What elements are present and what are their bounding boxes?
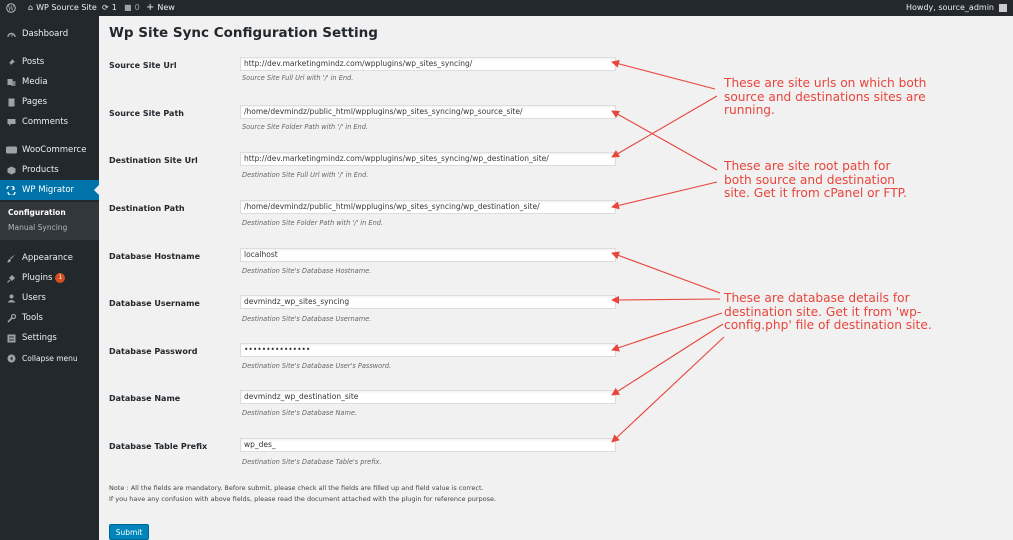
note-text: Note : All the fields are mandatory. Before submit, please check all the fields are filled up and field value is correct. [109,484,484,492]
sidebar-item-label: Posts [22,57,45,67]
plugin-update-badge: 1 [55,273,65,283]
field-label: Destination Path [109,204,185,213]
field-description: Destination Site's Database User's Password. [242,362,392,370]
annotation-line: both source and destination [724,172,896,187]
destination-path-input[interactable]: /home/devmindz/public_html/wpplugins/wp_sites_syncing/wp_destination_site/ [240,200,616,214]
annotation-urls [724,77,926,118]
annotation-line: running. [724,103,775,117]
sidebar-item-label: Users [22,293,46,303]
field-description: Source Site Full Url with '/' in End. [242,74,354,82]
sidebar-item-label: WooCommerce [22,145,87,155]
database-table-prefix-input[interactable]: wp_des_ [240,438,616,452]
sidebar-item-label: Products [22,165,59,175]
field-description: Destination Site Full Url with '/' in End. [242,171,369,179]
arrow-line [612,337,724,442]
arrow-line [612,96,717,157]
database-username-input[interactable]: devmindz_wp_sites_syncing [240,295,616,309]
field-label: Database Username [109,299,200,308]
sidebar-item-label: Tools [22,313,43,323]
home-icon: ⌂ [28,3,34,12]
updates-count: 1 [111,3,117,12]
arrow-line [612,182,717,207]
svg-text:W: W [7,5,15,13]
annotation-line: These are site root path for [724,159,891,173]
field-label: Source Site Url [109,61,177,70]
submit-button[interactable]: Submit [109,524,149,540]
sidebar-item-label: Media [22,77,48,87]
database-hostname-input[interactable]: localhost [240,248,616,262]
arrow-line [612,324,723,395]
refresh-icon: ⟳ [102,3,109,12]
arrow-line [612,299,720,300]
annotation-line: destination site. Get it from 'wp- [724,304,922,319]
sidebar-item-label: Comments [22,117,69,127]
annotation-line: site. Get it from cPanel or FTP. [724,186,907,200]
site-name: WP Source Site [36,3,97,12]
arrow-line [612,313,722,350]
field-label: Destination Site Url [109,156,198,165]
annotation-line: These are database details for [724,291,910,305]
field-label: Database Table Prefix [109,442,208,451]
arrow-line [612,111,717,170]
field-label: Source Site Path [109,109,184,118]
sidebar-item-label: Dashboard [22,29,69,39]
field-description: Destination Site's Database Hostname. [242,267,372,275]
arrow-line [612,253,720,293]
sidebar-item-label: Collapse menu [22,353,78,363]
page-title: Wp Site Sync Configuration Setting [109,25,378,41]
annotation-line: config.php' file of destination site. [724,318,932,332]
sidebar-item-label: WP Migrator [22,185,75,195]
annotation-line: source and destinations sites are [724,89,926,104]
submenu-item-configuration[interactable]: Configuration [8,208,66,217]
note-text: If you have any confusion with above fields, please read the document attached with the plugin for reference purpose. [109,495,497,503]
comment-bubble-icon: ■ [124,3,132,12]
sidebar-item-label: Settings [22,333,57,343]
annotation-line: These are site urls on which both [724,76,927,90]
field-description: Destination Site's Database Username. [242,315,372,323]
howdy-text: Howdy, source_admin [906,3,994,12]
submenu-item-manual-syncing[interactable]: Manual Syncing [8,223,68,232]
database-password-input[interactable]: ••••••••••••••• [240,343,616,357]
sidebar-item-label: Plugins [22,273,53,283]
source-site-path-input[interactable]: /home/devmindz/public_html/wpplugins/wp_sites_syncing/wp_source_site/ [240,105,616,119]
annotation-paths [724,160,907,201]
field-description: Destination Site's Database Name. [242,409,358,417]
field-label: Database Password [109,347,198,356]
new-label: New [157,3,175,12]
field-description: Destination Site Folder Path with '/' in End. [242,219,384,227]
annotation-database [724,292,932,333]
sidebar-item-label: Appearance [22,253,74,263]
field-label: Database Name [109,394,181,403]
field-label: Database Hostname [109,252,200,261]
comments-count: 0 [134,3,140,12]
database-name-input[interactable]: devmindz_wp_destination_site [240,390,616,404]
field-description: Destination Site's Database Table's prefix. [242,458,382,466]
plus-icon: + [146,2,155,13]
field-description: Source Site Folder Path with '/' in End. [242,123,368,131]
sidebar-item-label: Pages [22,97,48,107]
arrow-line [612,62,715,89]
source-site-url-input[interactable]: http://dev.marketingmindz.com/wpplugins/wp_sites_syncing/ [240,57,616,71]
destination-site-url-input[interactable]: http://dev.marketingmindz.com/wpplugins/wp_sites_syncing/wp_destination_site/ [240,152,616,166]
